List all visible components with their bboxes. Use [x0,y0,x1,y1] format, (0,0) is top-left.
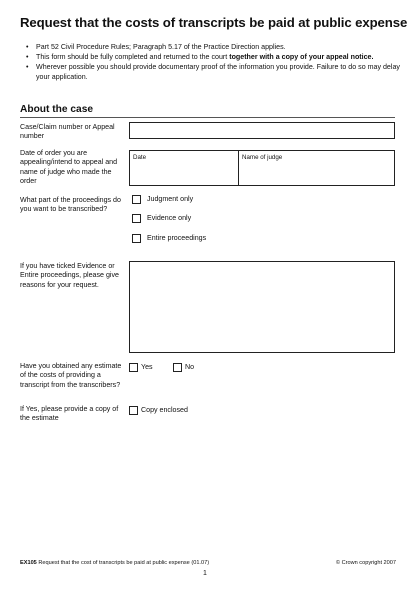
reasons-textarea[interactable] [129,261,395,353]
evidence-only-label: Evidence only [147,214,192,222]
estimate-label: Have you obtained any estimate of the costs of providing a transcript from the transcribers? [20,362,122,389]
section-divider [20,117,395,118]
yes-label: Yes [141,363,153,371]
reasons-label: If you have ticked Evidence or Entire proceedings, please give reasons for your request. [20,262,119,289]
judgment-only-checkbox[interactable] [132,195,141,204]
date-cell-label: Date [133,154,147,161]
case-number-input[interactable] [129,122,395,139]
no-checkbox[interactable] [173,363,182,372]
judge-cell-label: Name of judge [242,154,283,161]
copy-enclosed-label: Copy enclosed [141,406,188,414]
copyright-notice: © Crown copyright 2007 [335,560,396,566]
instruction-text: This form should be fully completed and returned to the court [36,53,230,61]
evidence-only-checkbox[interactable] [132,214,141,223]
instruction-emphasis: together with a copy of your appeal notice. [229,53,374,61]
instruction-item [26,42,406,52]
copy-enclosed-checkbox[interactable] [129,406,138,415]
date-input[interactable] [129,150,239,186]
form-description: Request that the cost of transcripts be paid at public expense (01.07) [38,560,210,566]
judge-name-input[interactable] [238,150,395,186]
instruction-item [26,52,406,62]
section-title: About the case [20,104,94,115]
copy-estimate-label: If Yes, please provide a copy of the estimate [20,405,119,423]
form-code: EX105 [20,560,37,566]
instruction-text: Part 52 Civil Procedure Rules; Paragraph 5.17 of the Practice Direction applies. [36,43,286,51]
footer-form-reference [20,560,209,566]
instruction-text: Wherever possible you should provide documentary proof of the information you provide. Failure to do so may delay your application. [36,63,400,81]
date-of-order-label: Date of order you are appealing/intend to appeal and name of judge who made the order [20,149,118,186]
no-label: No [185,363,195,371]
judgment-only-label: Judgment only [147,195,194,203]
proceedings-label: What part of the proceedings do you want to be transcribed? [20,196,121,214]
instructions-list [26,42,406,82]
instruction-item [26,62,406,82]
form-title: Request that the costs of transcripts be paid at public expense [20,15,408,30]
entire-proceedings-label: Entire proceedings [147,234,207,242]
yes-checkbox[interactable] [129,363,138,372]
page-number: 1 [203,570,207,577]
entire-proceedings-checkbox[interactable] [132,234,141,243]
case-number-label: Case/Claim number or Appeal number [20,123,115,141]
